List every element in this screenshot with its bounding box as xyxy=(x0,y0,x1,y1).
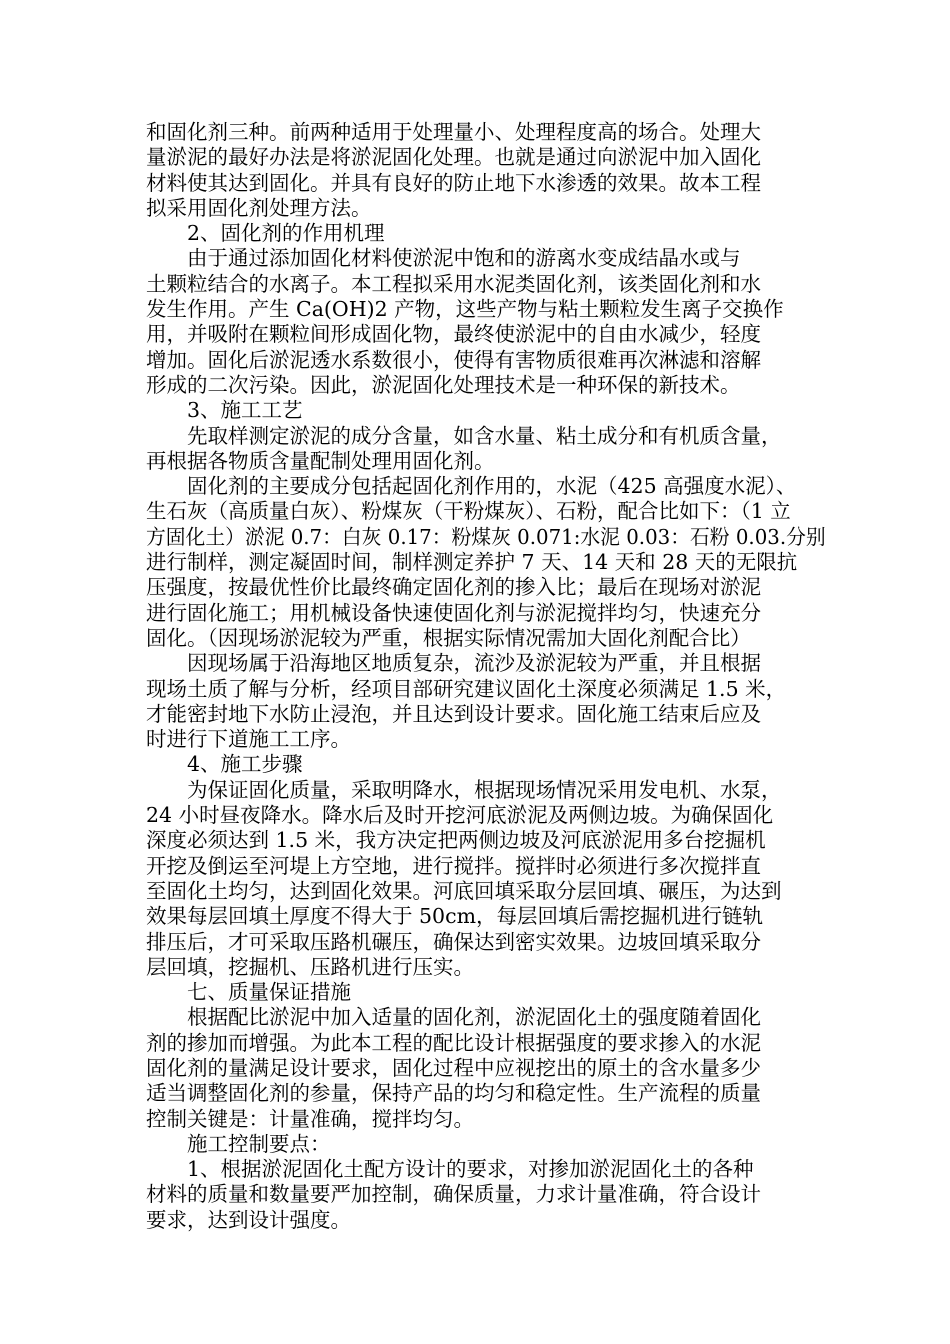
text-line: 4、施工步骤 xyxy=(187,752,303,777)
text-line: 2、固化剂的作用机理 xyxy=(187,221,385,246)
text-line: 24 小时昼夜降水。降水后及时开挖河底淤泥及两侧边坡。为确保固化 xyxy=(146,803,774,828)
text-line: 固化剂的量满足设计要求，固化过程中应视挖出的原土的含水量多少 xyxy=(146,1055,761,1080)
text-line: 为保证固化质量，采取明降水，根据现场情况采用发电机、水泵， xyxy=(187,777,782,802)
text-line: 七、质量保证措施 xyxy=(187,980,351,1005)
text-line: 生石灰（高质量白灰）、粉煤灰（干粉煤灰）、石粉，配合比如下：（1 立 xyxy=(146,499,791,524)
text-line: 进行固化施工；用机械设备快速使固化剂与淤泥搅拌均匀，快速充分 xyxy=(146,600,761,625)
text-line: 拟采用固化剂处理方法。 xyxy=(146,195,372,220)
text-line: 时进行下道施工工序。 xyxy=(146,727,351,752)
text-line: 适当调整固化剂的参量，保持产品的均匀和稳定性。生产流程的质量 xyxy=(146,1081,761,1106)
text-line: 现场土质了解与分析，经项目部研究建议固化土深度必须满足 1.5 米， xyxy=(146,676,787,701)
text-line: 因现场属于沿海地区地质复杂，流沙及淤泥较为严重，并且根据 xyxy=(187,651,761,676)
text-line: 压强度，按最优性价比最终确定固化剂的掺入比；最后在现场对淤泥 xyxy=(146,575,761,600)
text-line: 材料的质量和数量要严加控制，确保质量，力求计量准确，符合设计 xyxy=(146,1182,761,1207)
text-line: 深度必须达到 1.5 米，我方决定把两侧边坡及河底淤泥用多台挖掘机 xyxy=(146,828,766,853)
text-line: 先取样测定淤泥的成分含量，如含水量、粘土成分和有机质含量， xyxy=(187,423,782,448)
text-line: 至固化土均匀，达到固化效果。河底回填采取分层回填、碾压，为达到 xyxy=(146,878,782,903)
text-line: 开挖及倒运至河堤上方空地，进行搅拌。搅拌时必须进行多次搅拌直 xyxy=(146,853,761,878)
text-line: 固化。（因现场淤泥较为严重，根据实际情况需加大固化剂配合比） xyxy=(146,625,751,650)
text-line: 效果每层回填土厚度不得大于 50cm，每层回填后需挖掘机进行链轨 xyxy=(146,904,764,929)
text-line: 施工控制要点： xyxy=(187,1131,331,1156)
text-line: 3、施工工艺 xyxy=(187,398,303,423)
text-line: 再根据各物质含量配制处理用固化剂。 xyxy=(146,448,495,473)
text-line: 材料使其达到固化。并具有良好的防止地下水渗透的效果。故本工程 xyxy=(146,170,761,195)
text-line: 发生作用。产生 Ca(OH)2 产物，这些产物与粘土颗粒发生离子交换作 xyxy=(146,297,784,322)
text-line: 控制关键是：计量准确，搅拌均匀。 xyxy=(146,1106,474,1131)
text-line: 排压后，才可采取压路机碾压，确保达到密实效果。边坡回填采取分 xyxy=(146,929,761,954)
text-line: 土颗粒结合的水离子。本工程拟采用水泥类固化剂，该类固化剂和水 xyxy=(146,271,761,296)
text-line: 增加。固化后淤泥透水系数很小，使得有害物质很难再次淋滤和溶解 xyxy=(146,347,761,372)
document-body xyxy=(146,120,826,1233)
text-line: 剂的掺加而增强。为此本工程的配比设计根据强度的要求掺入的水泥 xyxy=(146,1030,761,1055)
text-line: 层回填，挖掘机、压路机进行压实。 xyxy=(146,954,474,979)
text-line: 由于通过添加固化材料使淤泥中饱和的游离水变成结晶水或与 xyxy=(187,246,741,271)
text-line: 根据配比淤泥中加入适量的固化剂，淤泥固化土的强度随着固化 xyxy=(187,1005,761,1030)
text-line: 形成的二次污染。因此，淤泥固化处理技术是一种环保的新技术。 xyxy=(146,372,741,397)
text-line: 固化剂的主要成分包括起固化剂作用的，水泥（425 高强度水泥）、 xyxy=(187,474,797,499)
text-line: 和固化剂三种。前两种适用于处理量小、处理程度高的场合。处理大 xyxy=(146,120,761,144)
text-line: 方固化土）淤泥 0.7：白灰 0.17：粉煤灰 0.071:水泥 0.03：石粉 0.03.分别 xyxy=(146,524,826,549)
text-line: 要求，达到设计强度。 xyxy=(146,1207,351,1232)
text-line: 进行制样，测定凝固时间，制样测定养护 7 天、14 天和 28 天的无限抗 xyxy=(146,550,798,575)
text-line: 量淤泥的最好办法是将淤泥固化处理。也就是通过向淤泥中加入固化 xyxy=(146,145,761,170)
text-line: 用，并吸附在颗粒间形成固化物，最终使淤泥中的自由水减少，轻度 xyxy=(146,322,761,347)
text-line: 1、根据淤泥固化土配方设计的要求，对掺加淤泥固化土的各种 xyxy=(187,1157,754,1182)
text-line: 才能密封地下水防止浸泡，并且达到设计要求。固化施工结束后应及 xyxy=(146,701,761,726)
